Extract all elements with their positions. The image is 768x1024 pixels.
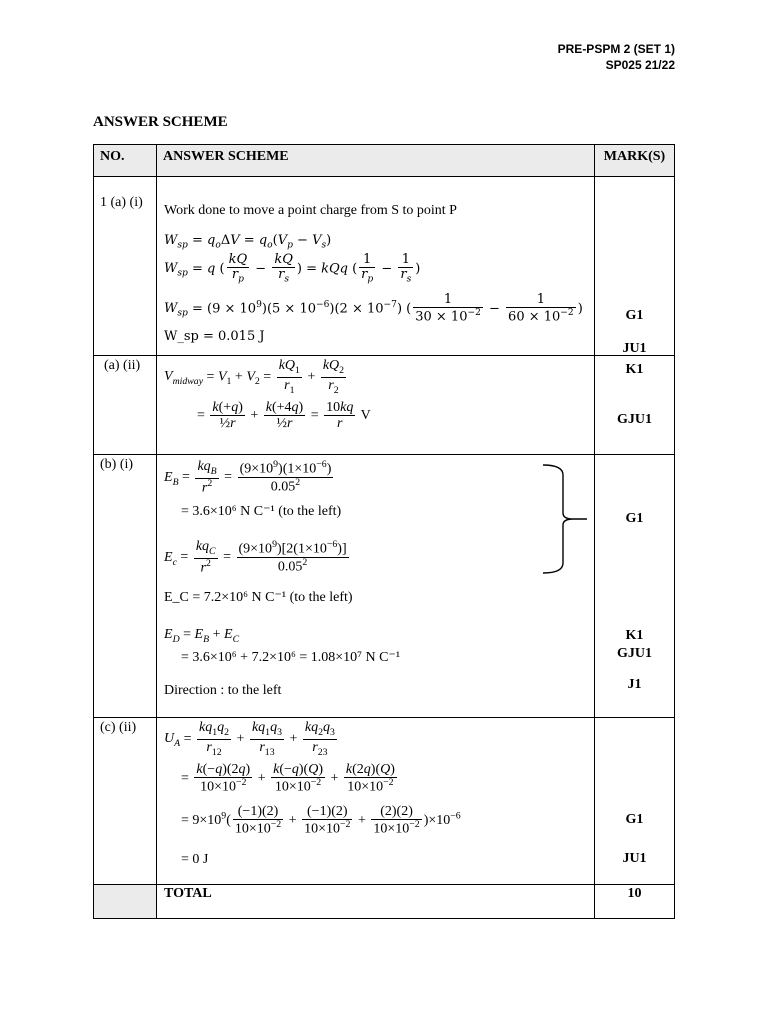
work-formula-1: $W_{sp} = q_o\Delta V = q_o(V_p - V_s)$ [164,233,332,251]
mark-g1: G1 [625,812,644,827]
potential-formula-1: $V_{midway} = V_1 + V_2$ = $\frac{kQ_1}{r_1}$ + $\frac{kQ_2}{r_2}$ [164,358,345,396]
question-number: (c) (ii) [100,720,137,735]
work-formula-2: $W_{sp} = q$ ( $\frac{kQ}{r_p}$ − $\frac{kQ}{r_s}$ ) = kQq ( $\frac{1}{r_p}$ − $\frac{1}{r_s}$ ) [164,252,421,285]
header-line-1: PRE-PSPM 2 (SET 1) [557,42,675,56]
mark-g1: G1 [625,308,644,323]
table-row [94,455,675,718]
mark-gju1: GJU1 [617,412,652,427]
field-ec-formula: $E_c$ = $\frac{kq_C}{r^2}$ = $\frac{(9\times 10^9)[2(1\times 10^{-6})]}{0.05^2}$ [164,538,347,576]
field-direction: Direction : to the left [164,683,282,698]
header-no: NO. [100,149,125,164]
mark-g1: G1 [625,511,644,526]
mark-j1: J1 [627,677,642,692]
energy-result: = 0 J [181,852,209,867]
field-eb-formula: $E_B$ = $\frac{kq_B}{r^2}$ = $\frac{(9\times 10^9)(1\times 10^{-6})}{0.05^2}$ [164,458,332,496]
mark-gju1: GJU1 [617,646,652,661]
energy-formula-2: = $\frac{k(-q)(2q)}{10\times 10^{-2}}$ + $\frac{k(-q)(Q)}{10\times 10^{-2}}$ + $\frac{k(2q)(Q)}{10\times 10^{-2}}$ [181,762,395,796]
page-header [558,41,675,73]
field-ed-result: = 3.6×10⁶ + 7.2×10⁶ = 1.08×10⁷ N C⁻¹ [181,650,401,665]
row-intro-text: Work done to move a point charge from S to point P [164,203,457,218]
energy-formula-3: = $9\times 10^9$( $\frac{(-1)(2)}{10\times 10^{-2}}$ + $\frac{(-1)(2)}{10\times 10^{-2}}$ + $\frac{(2)(2)}{10\times 10^{-2}}$ )$\times 10^{-6}$ [181,804,461,838]
table-header-row [94,145,675,177]
field-ed-formula: $E_D = E_B + E_C$ [164,627,240,645]
table-row [94,356,675,455]
total-label: TOTAL [164,886,212,901]
header-answer-scheme: ANSWER SCHEME [163,149,289,164]
question-number: 1 (a) (i) [100,195,143,210]
work-formula-3: $W_{sp} = (9 \times 10^9)(5 \times 10^{-6})(2 \times 10^{-7})$ ( $\frac{1}{30 \times 10^{-2}}$ − $\frac{1}{60 \times 10^{-2}}$ ) [164,292,583,325]
potential-formula-2: = $\frac{k(+q)}{\text{½r}}$ + $\frac{k(+4q)}{\text{½r}}$ = $\frac{10kq}{r}$ V [197,400,371,432]
table-row [94,718,675,885]
total-value: 10 [627,886,642,901]
mark-ju1: JU1 [622,341,647,356]
work-result: W_sp = 0.015 J [164,329,265,344]
header-marks: MARK(S) [603,149,666,164]
mark-k1: K1 [625,362,644,377]
header-line-2: SP025 21/22 [605,58,675,72]
curly-brace-icon [541,463,591,575]
question-number: (b) (i) [100,457,134,472]
table-row [94,177,675,356]
question-number: (a) (ii) [104,358,141,373]
answer-scheme-table [93,144,675,919]
energy-formula-1: $U_A$ = $\frac{kq_1q_2}{r_{12}}$ + $\frac{kq_1q_3}{r_{13}}$ + $\frac{kq_2q_3}{r_{23}}$ [164,720,335,758]
mark-k1: K1 [625,628,644,643]
field-eb-result: = 3.6×10⁶ N C⁻¹ (to the left) [181,504,342,519]
total-row [94,885,675,919]
field-ec-result: E_C = 7.2×10⁶ N C⁻¹ (to the left) [164,590,353,605]
mark-ju1: JU1 [622,851,647,866]
document-title: ANSWER SCHEME [93,114,228,130]
